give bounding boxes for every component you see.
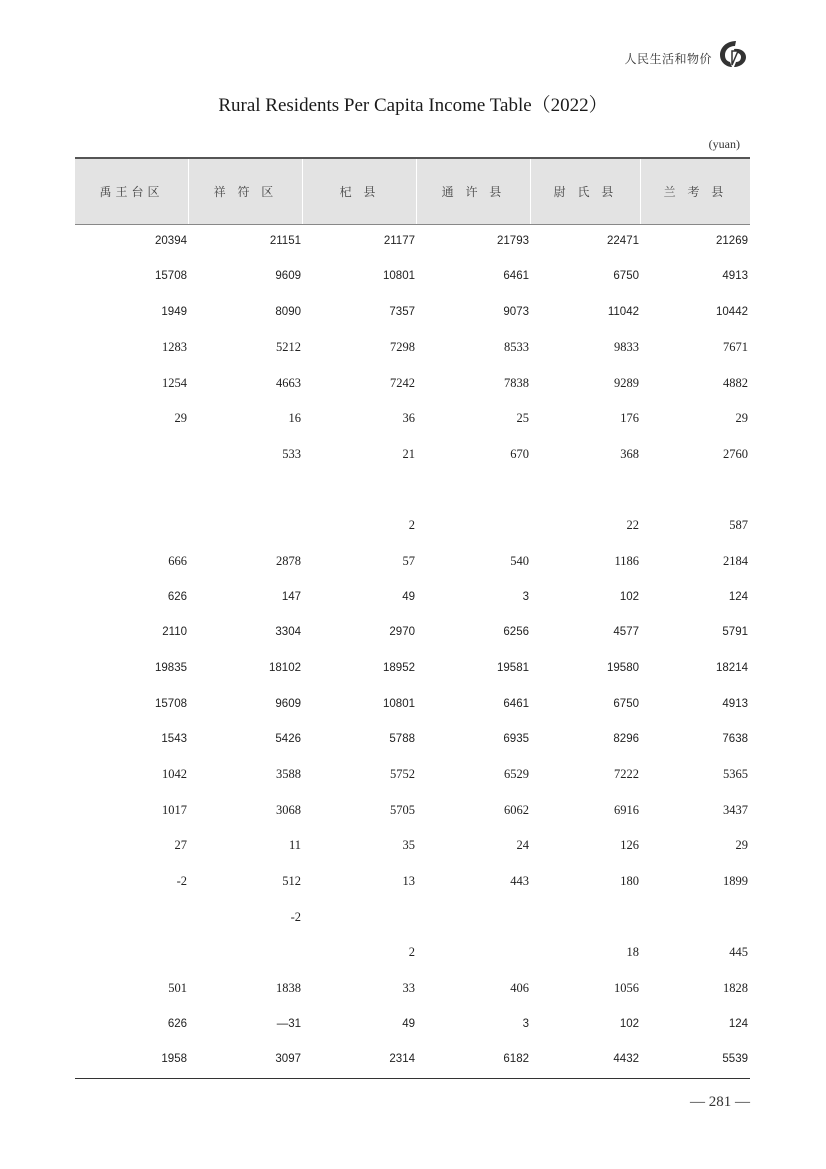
table-cell: 533 [282, 446, 301, 461]
table-cell: 7242 [390, 375, 415, 390]
table-row [75, 686, 750, 722]
table-row [75, 330, 750, 366]
table-row [75, 757, 750, 793]
table-row [75, 543, 750, 579]
table-row [75, 935, 750, 971]
table-cell: 540 [510, 553, 529, 568]
table-cell: 35 [402, 838, 415, 853]
table-cell: 2760 [723, 446, 748, 461]
table-cell: 29 [174, 411, 187, 426]
table-row [75, 259, 750, 295]
table-cell: 626 [167, 590, 187, 603]
table-row [75, 223, 750, 259]
table-cell: 9609 [275, 270, 301, 283]
table-cell: 21177 [383, 234, 415, 247]
table-cell: 443 [510, 873, 529, 888]
table-cell: 19581 [497, 661, 529, 674]
table-cell: 24 [516, 838, 529, 853]
table-cell: 3437 [723, 802, 748, 817]
table-cell: 445 [729, 945, 748, 960]
table-cell: 27 [174, 838, 187, 853]
table-cell: 180 [620, 873, 639, 888]
table-cell: 2878 [276, 553, 301, 568]
table-cell: 21151 [269, 234, 301, 247]
table-cell: -2 [176, 873, 187, 888]
table-cell: 15708 [155, 697, 187, 710]
table-cell: 6256 [503, 626, 529, 639]
table-cell: 7638 [722, 733, 748, 746]
table-cell: 9609 [275, 697, 301, 710]
table-cell: —31 [276, 1017, 301, 1030]
table-row [75, 472, 750, 508]
table-cell: 1186 [614, 553, 639, 568]
column-header: 兰 考 县 [663, 185, 728, 199]
table-cell: 8533 [504, 340, 529, 355]
table-cell: 6062 [504, 802, 529, 817]
table-cell: 8090 [275, 305, 301, 318]
table-cell: 29 [735, 411, 748, 426]
table-row [75, 970, 750, 1006]
table-cell: 512 [282, 873, 301, 888]
table-cell: 4882 [723, 375, 748, 390]
column-header: 禹王台区 [75, 159, 189, 224]
table-cell: 9073 [503, 305, 529, 318]
table-cell: 1042 [162, 767, 187, 782]
unit-label: (yuan) [708, 137, 740, 151]
table-cell: 1056 [614, 980, 639, 995]
column-header: 通 许 县 [417, 159, 531, 224]
table-cell: 2 [408, 518, 415, 533]
table-row [75, 1042, 750, 1078]
table-cell: 368 [620, 446, 639, 461]
table-cell: 10801 [383, 697, 415, 710]
table-cell: 3 [522, 590, 529, 603]
table-cell: 5539 [722, 1053, 748, 1066]
column-header: 尉 氏 县 [531, 159, 641, 224]
table-cell: 20394 [155, 234, 187, 247]
table-cell: 11042 [607, 305, 639, 318]
table-cell: 3097 [275, 1053, 301, 1066]
table-row [75, 294, 750, 330]
table-cell: 6529 [504, 767, 529, 782]
page-number: — 281 — [690, 1094, 750, 1110]
table-row [75, 864, 750, 900]
table-cell: 1958 [161, 1053, 187, 1066]
table-cell: 124 [728, 590, 748, 603]
table-cell: 2110 [162, 626, 187, 639]
table-cell: 25 [516, 411, 529, 426]
table-cell: 10442 [716, 305, 748, 318]
table-cell: 10801 [383, 270, 415, 283]
table-cell: 3 [522, 1017, 529, 1030]
table-row [75, 579, 750, 615]
table-cell: 6461 [503, 697, 529, 710]
table-row [75, 828, 750, 864]
table-cell: 4577 [613, 626, 639, 639]
table-cell: 5705 [390, 802, 415, 817]
table-cell: -2 [290, 909, 301, 924]
table-cell: 3068 [276, 802, 301, 817]
table-cell: 11 [288, 838, 301, 853]
table-cell: 6935 [503, 733, 529, 746]
table-cell: 49 [402, 1017, 415, 1030]
table-cell: 7838 [504, 375, 529, 390]
table-cell: 626 [167, 1017, 187, 1030]
table-cell: 2970 [389, 626, 415, 639]
table-cell: 29 [735, 838, 748, 853]
column-header: 杞 县 [303, 159, 417, 224]
table-cell: 6750 [613, 270, 639, 283]
table-cell: 5426 [275, 733, 301, 746]
table-cell: 501 [168, 980, 187, 995]
table-cell: 4663 [276, 375, 301, 390]
table-cell: 7298 [390, 340, 415, 355]
table-cell: 1949 [161, 305, 187, 318]
table-cell: 176 [620, 411, 639, 426]
table-cell: 22 [626, 518, 639, 533]
table-cell: 124 [728, 1017, 748, 1030]
table-cell: 7222 [614, 767, 639, 782]
column-header: 祥 符 区 [189, 159, 303, 224]
table-cell: 1838 [276, 980, 301, 995]
table-cell: 15708 [155, 270, 187, 283]
table-cell: 1017 [162, 802, 187, 817]
table-row [75, 437, 750, 473]
table-cell: 21269 [716, 234, 748, 247]
table-cell: 21793 [497, 234, 529, 247]
table-cell: 1543 [161, 733, 187, 746]
table-cell: 36 [402, 411, 415, 426]
table-cell: 1899 [723, 873, 748, 888]
table-cell: 1283 [162, 340, 187, 355]
table-cell: 9289 [614, 375, 639, 390]
table-cell: 19835 [155, 661, 187, 674]
table-cell: 9833 [614, 340, 639, 355]
table-header [75, 157, 750, 225]
table-cell: 21 [402, 446, 415, 461]
table-cell: 3304 [275, 626, 301, 639]
table-cell: 7357 [389, 305, 415, 318]
table-cell: 33 [402, 980, 415, 995]
table-cell: 102 [619, 1017, 639, 1030]
table-cell: 4913 [722, 697, 748, 710]
table-row [75, 793, 750, 829]
table-cell: 22471 [607, 234, 639, 247]
table-row [75, 401, 750, 437]
table-cell: 5212 [276, 340, 301, 355]
table-cell: 5791 [722, 626, 748, 639]
table-cell: 18 [626, 945, 639, 960]
table-cell: 7671 [723, 340, 748, 355]
table-cell: 8296 [613, 733, 639, 746]
table-row [75, 650, 750, 686]
table-cell: 2314 [389, 1053, 415, 1066]
table-row [75, 899, 750, 935]
table-cell: 5365 [723, 767, 748, 782]
table-cell: 406 [510, 980, 529, 995]
table-cell: 2 [408, 945, 415, 960]
table-cell: 1254 [162, 375, 187, 390]
table-cell: 4432 [613, 1053, 639, 1066]
table-body [75, 223, 750, 1077]
table-cell: 6461 [503, 270, 529, 283]
table-row [75, 615, 750, 651]
table-cell: 18102 [269, 661, 301, 674]
table-row [75, 1006, 750, 1042]
table-cell: 587 [729, 518, 748, 533]
table-cell: 3588 [276, 767, 301, 782]
table-row [75, 721, 750, 757]
table-cell: 6182 [503, 1053, 529, 1066]
table-cell: 102 [619, 590, 639, 603]
table-cell: 2184 [723, 553, 748, 568]
table-cell: 18214 [716, 661, 748, 674]
table-cell: 57 [402, 553, 415, 568]
table-cell: 5788 [389, 733, 415, 746]
table-cell: 19580 [607, 661, 639, 674]
table-cell: 18952 [383, 661, 415, 674]
table-cell: 126 [620, 838, 639, 853]
table-cell: 666 [168, 553, 187, 568]
running-head: 人民生活和物价 [624, 52, 712, 66]
table-cell: 5752 [390, 767, 415, 782]
table-cell: 147 [281, 590, 301, 603]
table-row [75, 508, 750, 544]
table-bottom-rule [75, 1078, 750, 1079]
table-cell: 6916 [614, 802, 639, 817]
table-cell: 4913 [722, 270, 748, 283]
table-row [75, 365, 750, 401]
table-cell: 13 [402, 873, 415, 888]
publisher-logo-icon [716, 38, 750, 70]
table-cell: 49 [402, 590, 415, 603]
table-cell: 670 [510, 446, 529, 461]
table-title: Rural Residents Per Capita Income Table（2022） [218, 95, 608, 116]
table-cell: 1828 [723, 980, 748, 995]
table-cell: 6750 [613, 697, 639, 710]
table-cell: 16 [288, 411, 301, 426]
